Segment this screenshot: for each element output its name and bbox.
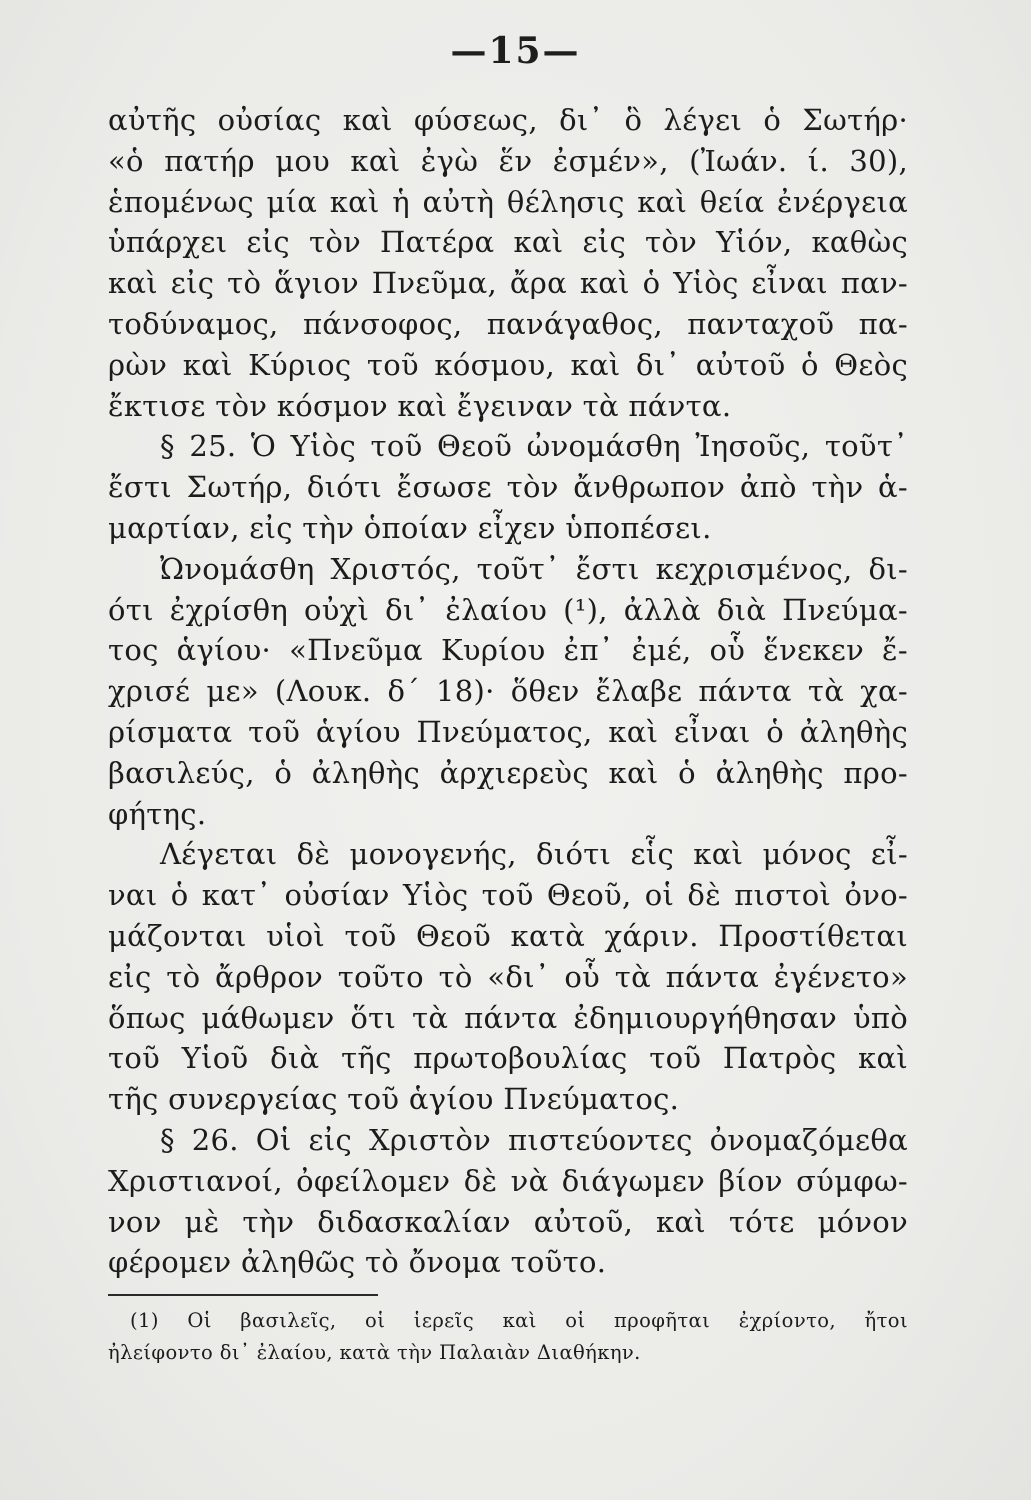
text-line: νον μὲ τὴν διδασκαλίαν αὐτοῦ, καὶ τότε μόνον <box>108 1204 908 1239</box>
text-line: φήτης. <box>108 796 207 831</box>
text-line: ἔκτισε τὸν κόσμον καὶ ἔγειναν τὰ πάντα. <box>108 388 732 423</box>
text-line: φέρομεν ἀληθῶς τὸ ὄνομα τοῦτο. <box>108 1245 607 1280</box>
text-line: ρίσματα τοῦ ἁγίου Πνεύματος, καὶ εἶναι ὁ ἀληθὴς <box>108 714 908 749</box>
text-line: Ὠνομάσθη Χριστός, τοῦτ᾽ ἔστι κεχρισμένος, δι- <box>160 551 908 586</box>
text-line: ὅπως μάθωμεν ὅτι τὰ πάντα ἐδημιουργήθησαν ὑπὸ <box>108 1000 908 1035</box>
text-line: βασιλεύς, ὁ ἀληθὴς ἀρχιερεὺς καὶ ὁ ἀληθὴς προ- <box>108 755 908 790</box>
page-number: —15— <box>450 30 581 72</box>
text-line: «ὁ πατήρ μου καὶ ἐγὼ ἕν ἐσμέν», (Ἰωάν. ί. 30), <box>108 143 908 178</box>
text-line: ἑπομένως μία καὶ ἡ αὐτὴ θέλησις καὶ θεία ἐνέργεια <box>108 184 908 219</box>
text-line: τοδύναμος, πάνσοφος, πανάγαθος, πανταχοῦ πα- <box>108 306 908 341</box>
footnote <box>108 1305 908 1369</box>
section-25-heading-line: § 25. Ὁ Υἱὸς τοῦ Θεοῦ ὠνομάσθη Ἰησοῦς, τοῦτ᾽ <box>160 429 908 464</box>
footnote-divider <box>108 1294 378 1296</box>
text-line: ἔστι Σωτήρ, διότι ἔσωσε τὸν ἄνθρωπον ἀπὸ τὴν ἁ- <box>108 470 908 505</box>
footnote-line: ἠλείφοντο δι᾽ ἐλαίου, κατὰ τὴν Παλαιὰν Διαθήκην. <box>108 1341 641 1364</box>
text-line: εἰς τὸ ἄρθρον τοῦτο τὸ «δι᾽ οὗ τὰ πάντα ἐγένετο» <box>108 959 908 994</box>
text-line: ότι ἐχρίσθη οὐχὶ δι᾽ ἐλαίου (¹), ἀλλὰ διὰ Πνεύμα- <box>108 592 908 627</box>
text-line: τοῦ Υἱοῦ διὰ τῆς πρωτοβουλίας τοῦ Πατρὸς καὶ <box>108 1041 908 1076</box>
text-line: μαρτίαν, εἰς τὴν ὁποίαν εἶχεν ὑποπέσει. <box>108 510 712 545</box>
body-text <box>108 100 908 1283</box>
text-line: χρισέ με» (Λουκ. δ´ 18)· ὅθεν ἔλαβε πάντα τὰ χα- <box>108 674 908 709</box>
text-line: τος ἁγίου· «Πνεῦμα Κυρίου ἐπ᾽ ἐμέ, οὗ ἕνεκεν ἔ- <box>108 633 908 668</box>
text-line: ὑπάρχει εἰς τὸν Πατέρα καὶ εἰς τὸν Υἱόν, καθὼς <box>108 225 908 260</box>
text-line: αὐτῆς οὐσίας καὶ φύσεως, δι᾽ ὃ λέγει ὁ Σωτήρ· <box>108 103 908 137</box>
text-line: ναι ὁ κατ᾽ οὐσίαν Υἱὸς τοῦ Θεοῦ, οἱ δὲ πιστοὶ ὀνο- <box>108 878 908 913</box>
text-line: μάζονται υἱοὶ τοῦ Θεοῦ κατὰ χάριν. Προστίθεται <box>108 918 908 953</box>
text-line: Λέγεται δὲ μονογενής, διότι εἷς καὶ μόνος εἶ- <box>160 837 908 872</box>
text-line: ρὼν καὶ Κύριος τοῦ κόσμου, καὶ δι᾽ αὐτοῦ ὁ Θεὸς <box>108 347 908 382</box>
footnote-line: (1) Οἱ βασιλεῖς, οἱ ἱερεῖς καὶ οἱ προφῆται ἐχρίοντο, ἤτοι <box>130 1309 908 1332</box>
section-26-heading-line: § 26. Οἱ εἰς Χριστὸν πιστεύοντες ὀνομαζόμεθα <box>160 1122 908 1157</box>
text-line: Χριστιανοί, ὀφείλομεν δὲ νὰ διάγωμεν βίον σύμφω- <box>108 1163 908 1198</box>
text-line: τῆς συνεργείας τοῦ ἁγίου Πνεύματος. <box>108 1082 680 1117</box>
text-line: καὶ εἰς τὸ ἅγιον Πνεῦμα, ἄρα καὶ ὁ Υἱὸς εἶναι παν- <box>108 266 908 301</box>
